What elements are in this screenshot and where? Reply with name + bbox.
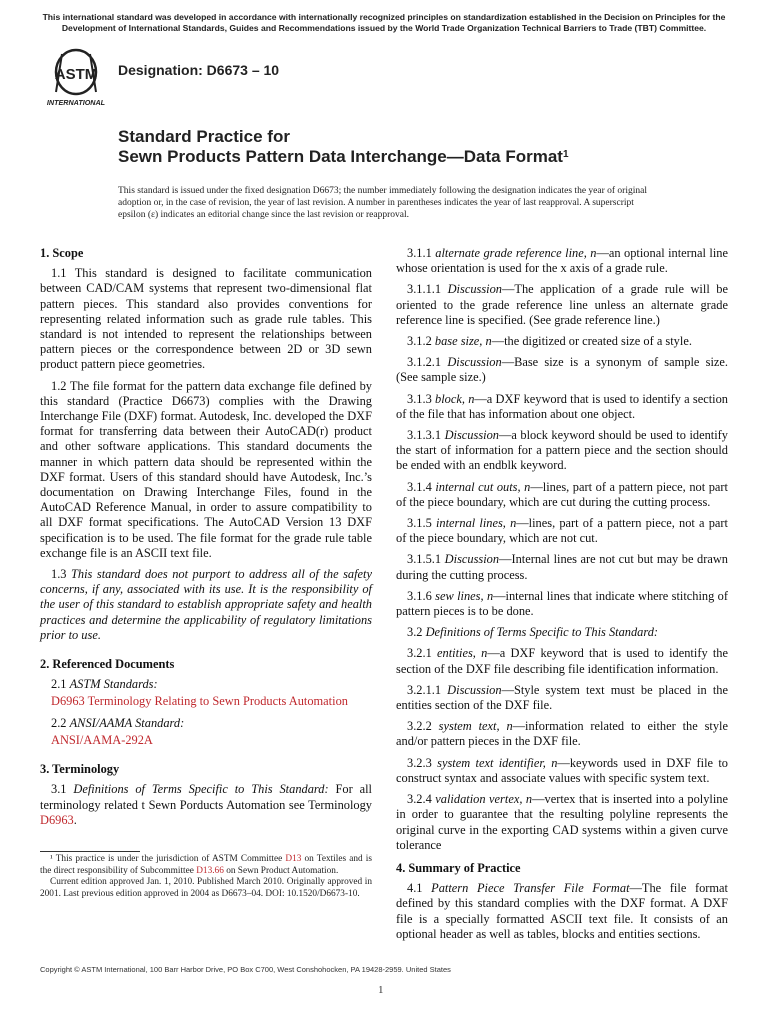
def-term: Discussion — [447, 282, 502, 297]
title-line2 — [118, 147, 569, 167]
para-3-1-end: . — [73, 812, 77, 827]
def-text: —the digitized or created size of a style. — [491, 334, 692, 349]
para-3-1-text: For all terminology related t Sewn Porducts Automation see Terminology — [40, 782, 372, 812]
def-term: Definitions of Terms Specific to This Standard: — [425, 625, 659, 640]
footnote-2: Current edition approved Jan. 1, 2010. Published March 2010. Originally approved in 2001. Last previous edition approved in 2004 as D6673–04. DOI: 10.1520/D6673-10. — [40, 877, 372, 899]
link-d6963-terminology[interactable]: D6963 — [40, 812, 74, 827]
para-3-1 — [40, 782, 372, 828]
para-4-1 — [396, 881, 728, 942]
footnote-1 — [40, 854, 372, 877]
section-scope-heading: 1. Scope — [40, 246, 84, 260]
section-summary-heading: 4. Summary of Practice — [396, 860, 521, 875]
footnote-1-c: on Sewn Product Automation. — [226, 865, 339, 876]
link-d13[interactable]: D13 — [285, 854, 302, 864]
def-3-1-4 — [396, 480, 728, 510]
def-num: 3.2.4 — [407, 792, 432, 807]
def-num: 3.1.2 — [407, 334, 432, 349]
def-text: —a DXF keyword that is used to identify a section of the file that has information about one object. — [396, 391, 728, 421]
def-term: Discussion — [447, 682, 502, 697]
designation: Designation: D6673 – 10 — [118, 62, 280, 78]
def-text: —Internal lines are not cut but may be drawn during the cutting process. — [396, 552, 728, 582]
ref-aama — [40, 733, 372, 748]
astm-logo — [40, 46, 112, 108]
def-3-1-2 — [396, 334, 728, 349]
def-num: 3.1.1 — [407, 246, 432, 260]
def-text: —information related to either the style and/or pattern pieces in the DXF file. — [396, 719, 729, 749]
def-term: Discussion — [444, 428, 499, 443]
section-terminology-heading: 3. Terminology — [40, 762, 120, 777]
def-num: 3.1.2.1 — [407, 355, 442, 370]
def-num: 3.2.2 — [407, 719, 432, 734]
para-2-1 — [40, 677, 372, 692]
def-3-1-1-1 — [396, 282, 728, 328]
def-term: internal lines, n — [435, 516, 517, 531]
def-num: 3.1.5 — [407, 516, 432, 531]
def-term: entities, n — [437, 646, 488, 661]
def-text: —Base size is a synonym of sample size. (See sample size.) — [396, 355, 728, 385]
def-num: 3.1.3 — [407, 391, 432, 406]
def-term: block, n — [435, 391, 475, 406]
def-3-2 — [396, 625, 728, 640]
page-title — [118, 127, 569, 167]
def-3-1-1 — [396, 246, 728, 276]
def-term: Discussion — [444, 552, 500, 567]
page-number: 1 — [378, 984, 384, 996]
def-term: validation vertex, n — [435, 792, 533, 807]
section-references-heading: 2. Referenced Documents — [40, 657, 175, 672]
def-3-1-6 — [396, 589, 728, 619]
para-1-1: 1.1 This standard is designed to facilitate communication between CAD/CAM systems that represent two-dimensional flat pattern pieces. This standard also provides conventions for representing related information such as grade rule tables. This standard is not intended to represent the relationships between pattern pieces or the correspondence between 2D or 3D sewn product pattern piece geometries. — [40, 266, 372, 372]
def-3-2-1-1 — [396, 683, 728, 713]
def-text: —lines, part of a pattern piece, not part of the piece boundary, which are cut during the cutting process. — [396, 479, 728, 509]
def-text: —keywords used in DXF file to construct syntax and associate values with specific system text. — [396, 755, 728, 785]
def-term: system text, n — [438, 719, 513, 734]
def-3-2-2 — [396, 719, 728, 749]
issuance-note: This standard is issued under the fixed designation D6673; the number immediately following the designation indicates the year of original adoption or, in the case of revision, the year of last revision. A number in parentheses indicates the year of last reapproval. A superscript epsilon (ε) indicates an editorial change since the last revision or reapproval. — [118, 186, 647, 220]
copyright-line: Copyright © ASTM International, 100 Barr Harbor Drive, PO Box C700, West Conshohocken, PA 19428-2959. United States — [40, 965, 451, 974]
def-term: Pattern Piece Transfer File Format — [431, 881, 630, 896]
footnote-1-b: on Textiles and is the direct responsibility of Subcommittee — [40, 854, 372, 876]
def-3-1-5-1 — [396, 552, 728, 582]
def-num: 3.1.4 — [407, 479, 432, 494]
def-3-1-3 — [396, 392, 728, 422]
def-num: 3.2 — [407, 625, 423, 640]
link-aama[interactable]: ANSI/AAMA-292A — [51, 732, 153, 747]
para-1-2: 1.2 The file format for the pattern data exchange file defined by this standard (Practice D6673) complies with the Drawing Interchange File (DXF) format. Autodesk, Inc. developed the DXF format for transferring data between their AutoCAD(r) product and other software applications. This standard documents the manner in which pattern data should be represented within the DXF format. Users of this standard should have Autodesk, Inc.’s documentation on Drawing Interchange Files, found in the AutoCAD Reference Manual, in order to assure compatibility to all DXF format specifications. The AutoCAD Version 13 DXF specification is to be used. The file format for the grade rule table exchange file is an ASCII text file. — [40, 378, 372, 560]
def-num: 3.2.1 — [407, 646, 432, 661]
def-text: —vertex that is inserted into a polyline in order to guarantee that the resulting polyline represents the original curve in the exporting CAD systems within a given curve tolerance — [396, 792, 728, 852]
para-1-3-num: 1.3 — [51, 567, 67, 582]
para-1-3-text: This standard does not purport to address all of the safety concerns, if any, associated with its use. It is the responsibility of the user of this standard to establish appropriate safety and health practices and determine the applicability of regulatory limitations prior to use. — [40, 567, 372, 642]
logo-subtext: INTERNATIONAL — [46, 98, 106, 107]
def-3-1-2-1 — [396, 355, 728, 385]
ref-d6963 — [40, 694, 372, 709]
para-2-1-text: ASTM Standards: — [69, 677, 158, 692]
def-text: —lines, part of a pattern piece, not a part of the piece boundary, which are not cut. — [396, 516, 728, 546]
title-line1: Standard Practice for — [118, 127, 290, 146]
def-num: 3.1.5.1 — [407, 552, 442, 567]
def-text: —an optional internal line whose orientation is used for the x axis of a grade rule. — [396, 246, 728, 276]
def-3-2-3 — [396, 756, 728, 786]
def-3-1-5 — [396, 516, 728, 546]
def-term: system text identifier, n — [437, 755, 558, 770]
def-3-1-3-1 — [396, 428, 728, 474]
link-d6963-title[interactable]: Terminology Relating to Sewn Products Automation — [87, 694, 348, 709]
def-3-2-1 — [396, 646, 728, 676]
title-footnote-mark: 1 — [562, 149, 569, 160]
def-num: 3.1.3.1 — [407, 428, 442, 443]
para-2-2 — [40, 716, 372, 731]
def-term: Discussion — [447, 355, 502, 370]
para-3-1-num: 3.1 — [51, 782, 67, 797]
footnote-1-a: ¹ This practice is under the jurisdiction of ASTM Committee — [50, 854, 283, 864]
def-text: —a block keyword should be used to identify the start of information for a pattern piece and the section should be ended with an endblk keyword. — [396, 428, 728, 473]
def-text: —a DXF keyword that is used to identify the section of the DXF file describing file identification information. — [396, 646, 729, 676]
logo-text: ASTM — [54, 66, 98, 83]
def-text: —internal lines that indicate where stitching of pattern pieces is to be done. — [396, 588, 728, 619]
title-line2-text: Sewn Products Pattern Data Interchange—Data Format — [118, 147, 563, 166]
def-num: 3.1.1.1 — [407, 282, 442, 297]
def-num: 3.2.1.1 — [407, 682, 442, 697]
para-2-2-text: ANSI/AAMA Standard: — [69, 715, 185, 730]
wto-notice: This international standard was developed in accordance with internationally recognized principles on standardization established in the Decision on Principles for the Development of International Standards, Guides and Recommendations issued by the World Trade Organization Technical Barriers to Trade (TBT) Committee. — [42, 12, 726, 33]
def-term: base size, n — [434, 334, 492, 349]
link-d6963[interactable]: D6963 — [51, 694, 85, 709]
footnote-divider — [40, 851, 140, 852]
para-2-2-num: 2.2 — [51, 715, 67, 730]
def-term: sew lines, n — [435, 588, 494, 603]
def-text: —Style system text must be placed in the entities section of the DXF file. — [396, 682, 728, 713]
def-num: 4.1 — [407, 881, 423, 896]
para-1-3 — [40, 567, 372, 643]
def-3-2-4 — [396, 792, 728, 853]
def-text: —The file format defined by this standard complies with the DXF format. A DXF file is a specially formatted ASCII text file. It consists of an optional header as well as tables, blocks and entities sections. — [396, 881, 728, 941]
def-text: —The application of a grade rule will be oriented to the grade reference line unless an alternate grade reference line is specified. (See grade reference line.) — [396, 282, 728, 327]
footnotes — [40, 854, 372, 900]
def-num: 3.1.6 — [407, 588, 432, 603]
def-term: alternate grade reference line, n — [435, 246, 597, 260]
def-term: internal cut outs, n — [435, 479, 531, 494]
para-2-1-num: 2.1 — [51, 677, 67, 692]
def-num: 3.2.3 — [407, 755, 432, 770]
para-3-1-term: Definitions of Terms Specific to This Standard: — [73, 782, 329, 797]
left-column — [40, 246, 372, 834]
right-column — [396, 246, 728, 948]
link-d1366[interactable]: D13.66 — [196, 865, 224, 876]
